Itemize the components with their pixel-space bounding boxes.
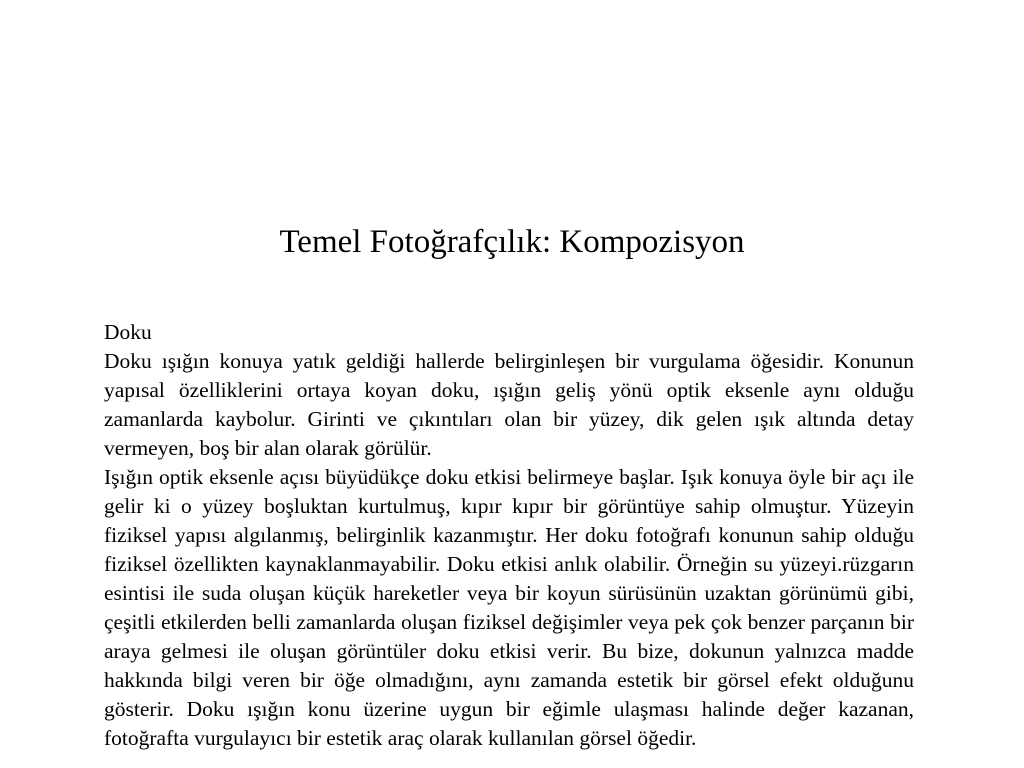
section-heading: Doku [104,320,152,344]
paragraph-2: Işığın optik eksenle açısı büyüdükçe doku etkisi belirmeye başlar. Işık konuya öyle bir açı ile gelir ki o yüzey boşluktan kurtulmuş, kıpır kıpır bir görüntüye sahip olmuştur. Yüzeyin fiziksel yapısı algılanmış, belirginlik kazanmıştır. Her doku fotoğrafı konunun sahip olduğu fiziksel özellikten kaynaklanmayabilir. Doku etkisi anlık olabilir. Örneğin su yüzeyi.rüzgarın esintisi ile suda oluşan küçük hareketler veya bir koyun sürüsünün uzaktan görünümü gibi, çeşitli etkilerden belli zamanlarda oluşan fiziksel değişimler veya pek çok benzer parçanın bir araya gelmesi ile oluşan görüntüler doku etkisi verir. Bu bize, dokunun yalnızca madde hakkında bilgi veren bir öğe olmadığını, aynı zamanda estetik bir görsel efekt olduğunu gösterir. Doku ışığın konu üzerine uygun bir eğimle ulaşması halinde değer kazanan, fotoğrafta vurgulayıcı bir estetik araç olarak kullanılan görsel öğedir. [104,465,914,750]
paragraph-1: Doku ışığın konuya yatık geldiği hallerde belirginleşen bir vurgulama öğesidir. Konunun yapısal özelliklerini ortaya koyan doku, ışığın geliş yönü optik eksenle aynı olduğu zamanlarda kaybolur. Girinti ve çıkıntıları olan bir yüzey, dik gelen ışık altında detay vermeyen, boş bir alan olarak görülür. [104,349,914,460]
document-title: Temel Fotoğrafçılık: Kompozisyon [279,224,745,260]
document-body [104,318,914,753]
